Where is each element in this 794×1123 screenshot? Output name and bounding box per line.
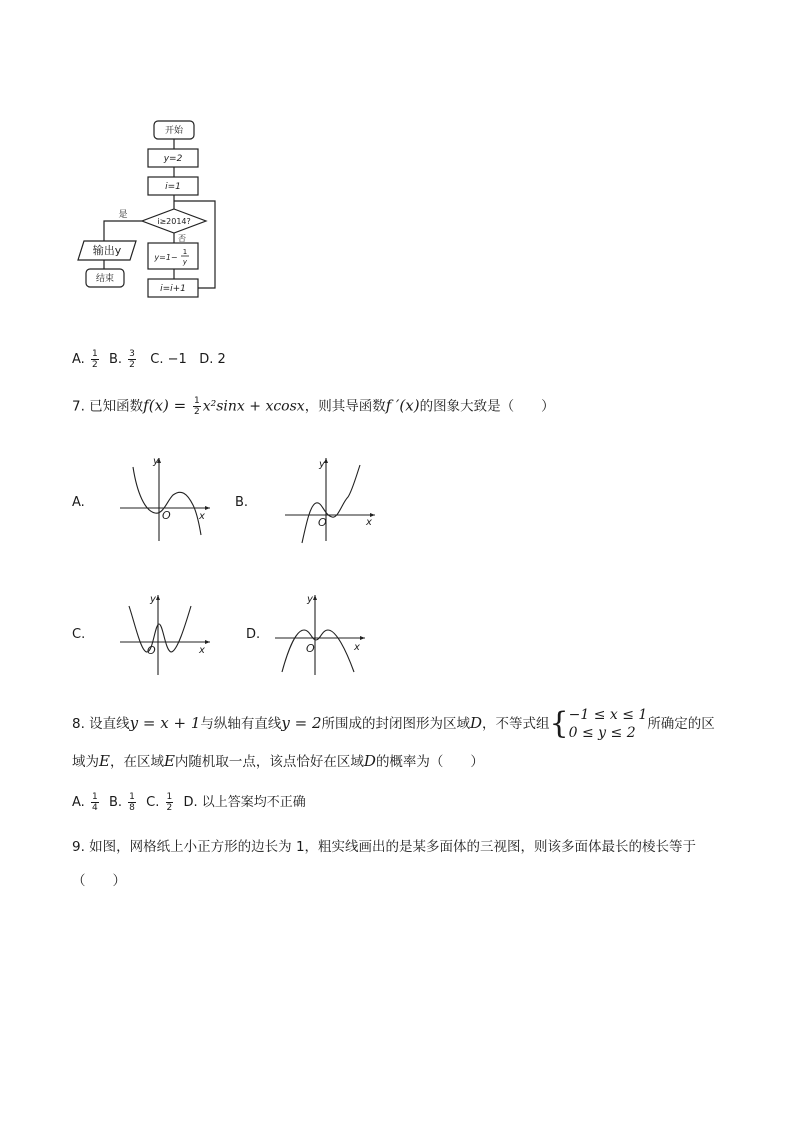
q7-graph-c-curve: [129, 606, 191, 652]
q7-graph-a-curve: [133, 467, 201, 535]
q8-option-a-frac: $\frac{1}{4}$: [91, 792, 98, 813]
q8-stem-line2: 域为E，在区域E内随机取一点，该点恰好在区域D的概率为（ ）: [72, 752, 484, 770]
q7-formula-left: f(x) =: [143, 396, 191, 415]
flowchart-update-y-num: 1: [182, 248, 188, 256]
q8-option-d: D. 以上答案均不正确: [183, 795, 306, 810]
q7-graph-c: [115, 590, 215, 680]
q7-label-a: A.: [72, 495, 85, 510]
flowchart-start-text: 开始: [164, 126, 184, 136]
flowchart-init-i-text: i=1: [165, 182, 181, 192]
q7-formula-frac: $\frac{1}{2}$: [194, 396, 200, 417]
q7-graph-d-y: y: [307, 594, 313, 605]
q7-graph-b-curve: [302, 465, 360, 543]
q7-graph-b: [280, 453, 380, 545]
q8-system-brace: {: [549, 706, 569, 741]
q8-option-b-frac: $\frac{1}{8}$: [129, 792, 135, 813]
flowchart-update-i-text: i=i+1: [160, 284, 186, 294]
q8-option-c-frac: $\frac{1}{2}$: [166, 792, 173, 813]
q7-graph-d-o: O: [306, 642, 315, 655]
q8-options: A. $\frac{1}{4}$ B. $\frac{1}{8}$ C. $\frac{1}{2}$ D. 以上答案均不正确: [72, 792, 306, 813]
q7-formula-right: x²sinx + xcosx: [202, 398, 305, 415]
q7-graph-c-y: y: [150, 594, 156, 605]
flowchart-cond-text: i≥2014?: [157, 217, 191, 226]
q7-graph-d-x: x: [354, 642, 360, 653]
q6-option-a-label: A.: [72, 352, 85, 367]
q7-graph-b-y: y: [319, 459, 325, 470]
q7-graph-d-curve: [282, 630, 354, 672]
q7-graph-b-x: x: [366, 517, 372, 528]
flowchart-update-y-text: y=1−: [154, 253, 178, 262]
q6-options: [72, 349, 226, 370]
q8-inequality-system: −1 ≤ x ≤ 1 0 ≤ y ≤ 2: [568, 707, 648, 741]
q7-label-d: D.: [246, 627, 261, 642]
q7-graph-a-y: y: [153, 456, 159, 467]
q7-graph-d: [270, 590, 370, 680]
q7-graph-a: [115, 453, 215, 545]
q8-stem-line1: 8. 设直线y = x + 1与纵轴有直线y = 2所围成的封闭图形为区域D，不等式组{ −1 ≤ x ≤ 1 0 ≤ y ≤ 2 所确定的区: [72, 706, 715, 741]
q9-stem-line1: 9. 如图，网格纸上小正方形的边长为 1，粗实线画出的是某多面体的三视图，则该多面体最长的棱长等于: [72, 839, 697, 855]
q7-graph-a-o: O: [162, 509, 171, 522]
q6-option-c: C. −1: [150, 352, 187, 367]
q6-option-b-label: B.: [108, 352, 122, 367]
q6-option-a-frac: $\frac{1}{2}$: [91, 349, 98, 370]
q7-graph-b-o: O: [318, 516, 327, 529]
q9-stem-line2: （ ）: [72, 873, 126, 889]
q7-derivative: f ′(x): [385, 396, 420, 415]
flowchart-yes-text: 是: [118, 210, 128, 220]
q7-graph-c-o: O: [147, 644, 156, 657]
flowchart-init-y-text: y=2: [163, 154, 183, 164]
flowchart-end-text: 结束: [95, 274, 115, 284]
q6-option-d: D. 2: [199, 352, 226, 367]
q6-option-b-frac: $\frac{3}{2}$: [129, 349, 135, 370]
flowchart: [70, 115, 230, 315]
flowchart-update-y-den: y: [182, 258, 188, 266]
q7-graph-c-x: x: [199, 645, 205, 656]
q7-label-b: B.: [235, 495, 249, 510]
flowchart-no-text: 否: [178, 234, 186, 243]
q7-label-c: C.: [72, 627, 86, 642]
q7-graph-a-x: x: [199, 511, 205, 522]
q7-stem: 7. 已知函数f(x) = $\frac{1}{2}$ x²sinx + xcosx，则其导函数f ′(x)的图象大致是（ ）: [72, 396, 555, 417]
flowchart-output-text: 输出y: [92, 244, 122, 257]
